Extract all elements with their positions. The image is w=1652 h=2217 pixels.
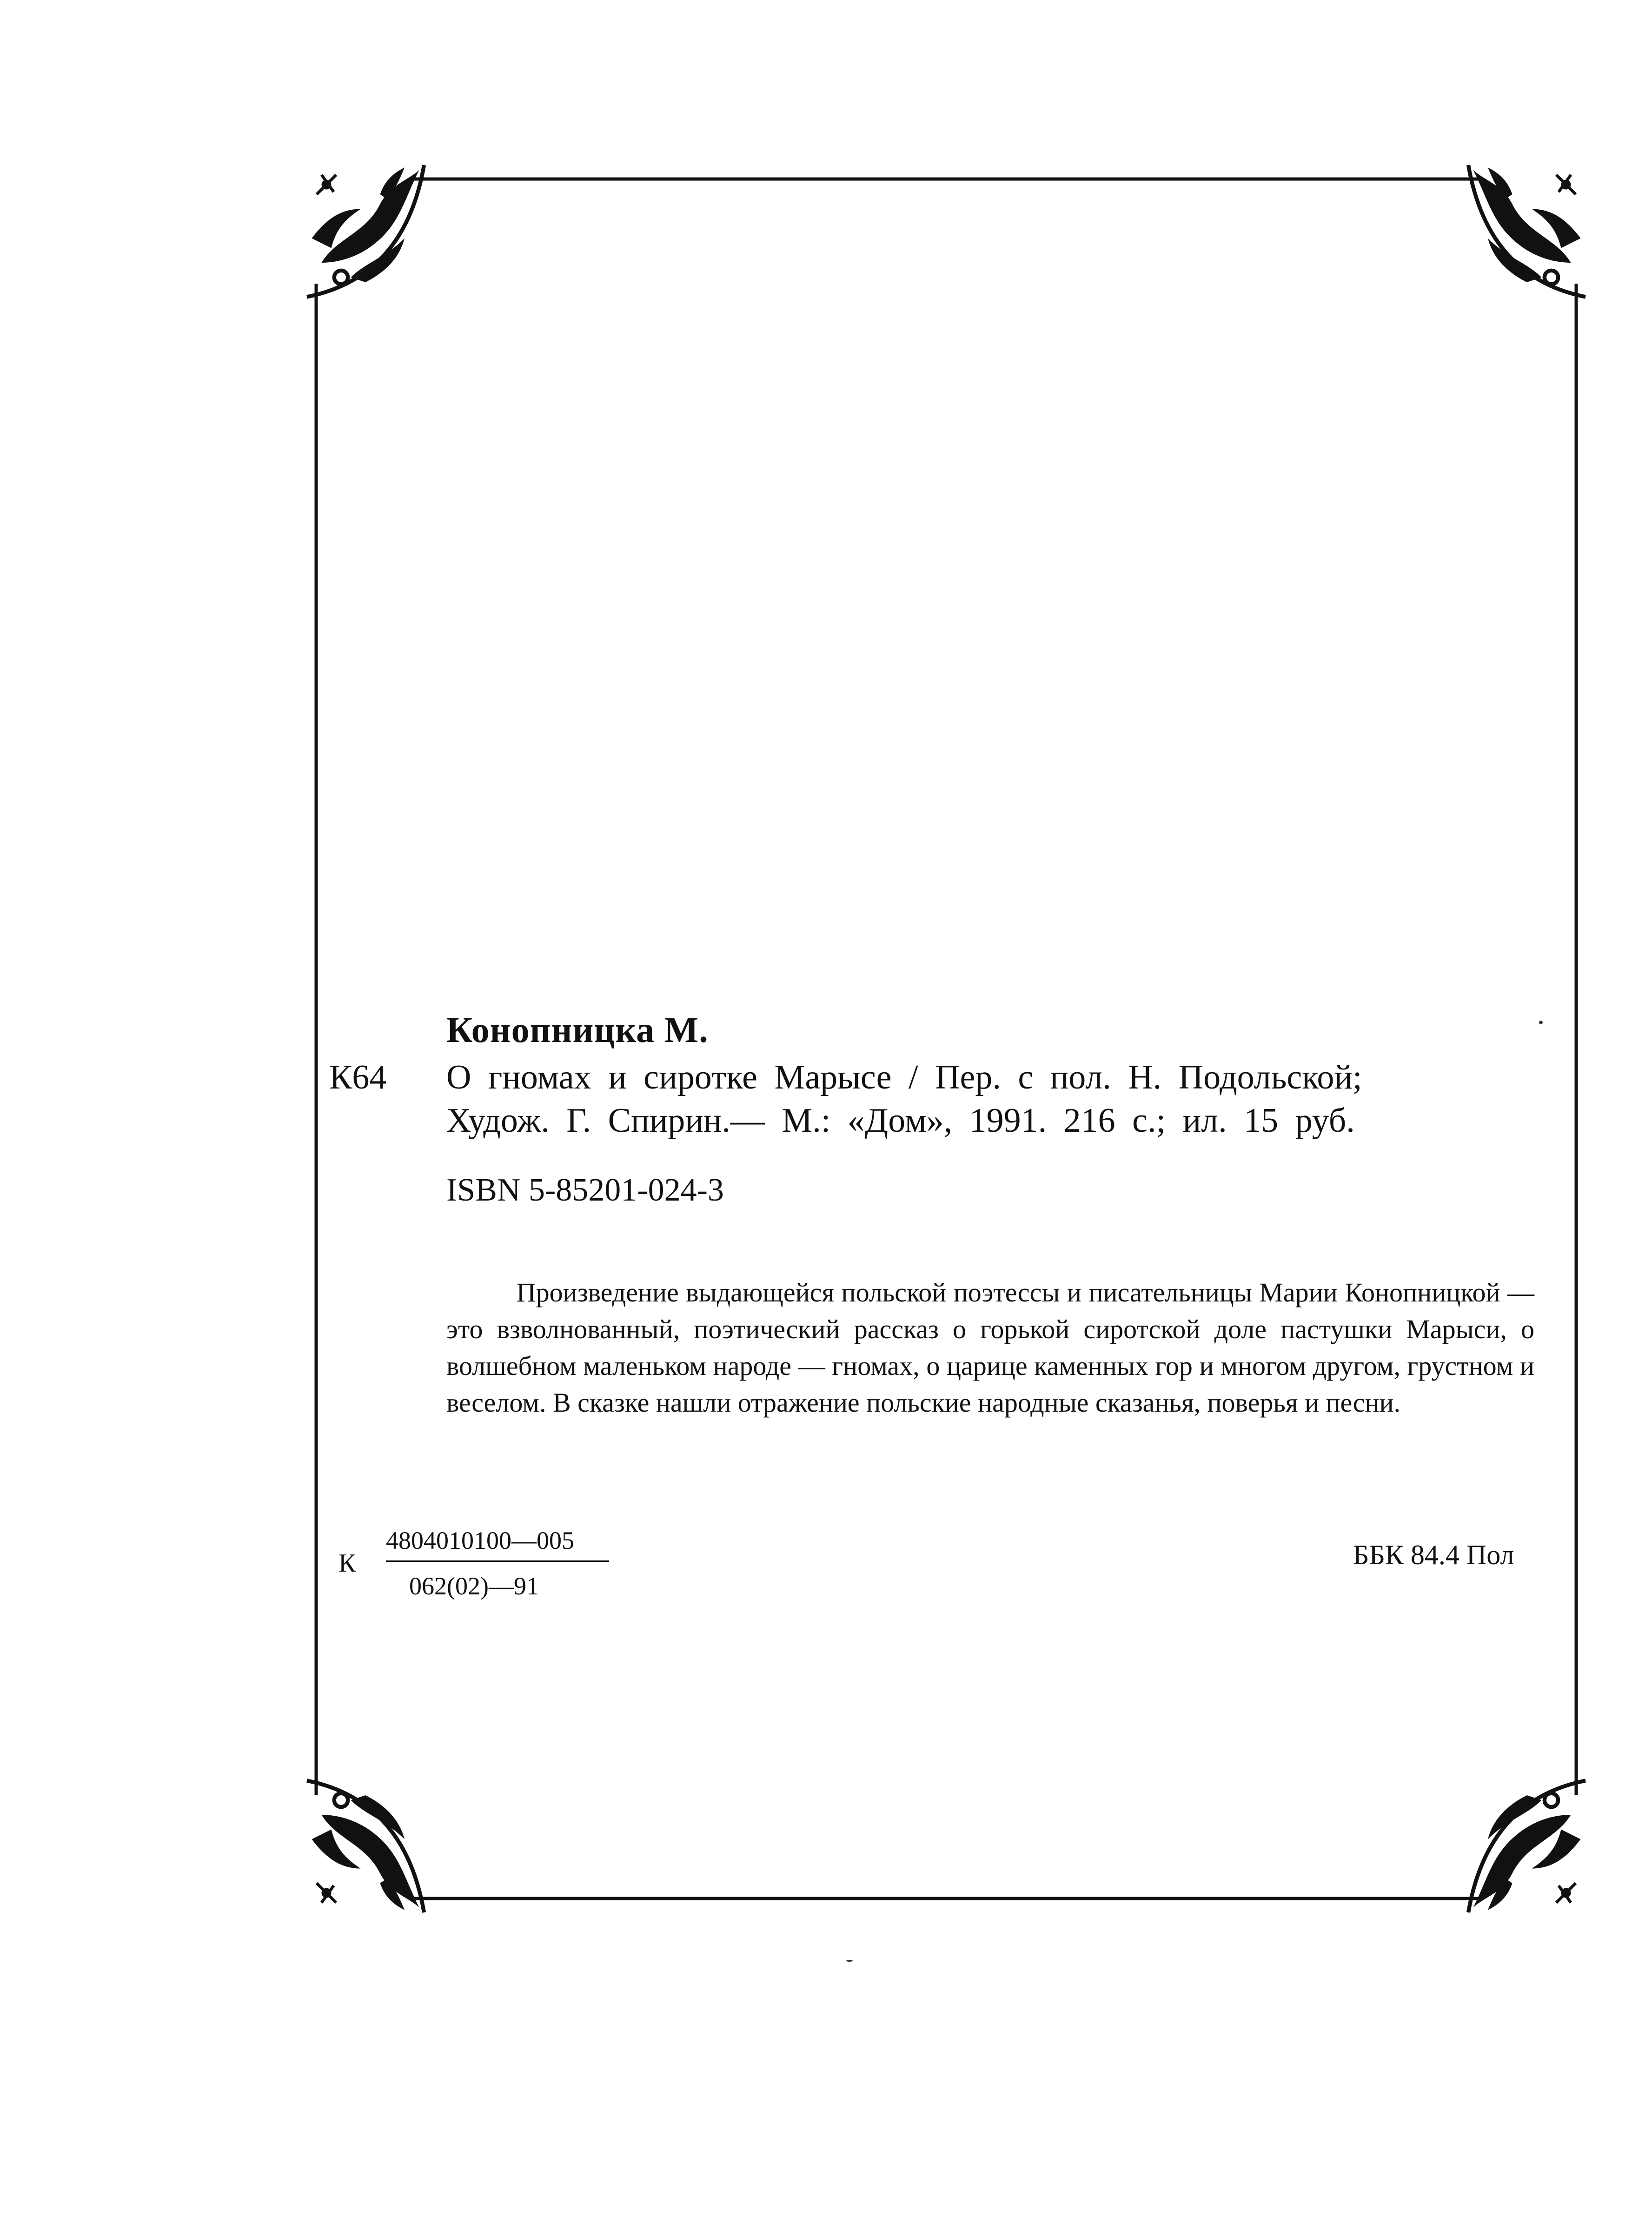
speck [846, 1960, 853, 1962]
floral-scroll-icon [307, 165, 424, 297]
isbn: ISBN 5-85201-024-3 [446, 1172, 724, 1208]
index-denominator: 062(02)—91 [409, 1572, 539, 1600]
floral-scroll-icon [307, 1781, 424, 1913]
author-name: Конопницка М. [446, 1009, 709, 1050]
speck [1539, 1021, 1543, 1024]
floral-scroll-icon [1468, 1781, 1586, 1913]
title-line-2: Худож. Г. Спирин.— М.: «Дом», 1991. 216 с.; ил. 15 руб. [446, 1102, 1355, 1140]
catalog-code: К64 [329, 1058, 387, 1096]
title-line-1: О гномах и сиротке Марысе / Пер. с пол. Н. Подольской; [446, 1058, 1362, 1096]
bbk-code: ББК 84.4 Пол [1353, 1540, 1514, 1570]
floral-scroll-icon [1468, 165, 1586, 297]
index-letter: К [338, 1549, 356, 1578]
fraction-line [386, 1560, 609, 1562]
index-numerator: 4804010100—005 [386, 1527, 574, 1554]
annotation-text: Произведение выдающейся польской поэтессы и писательницы Марии Конопницкой — это взволнованный, поэтический рассказ о горькой сиротской доле пастушки Марыси, о волшебном маленьком народе — гномах, о царице каменных гор и многом другом, грустном и веселом. В сказке нашли отражение польские народные сказанья, поверья и песни. [446, 1277, 1534, 1418]
annotation-paragraph [446, 1274, 1534, 1421]
